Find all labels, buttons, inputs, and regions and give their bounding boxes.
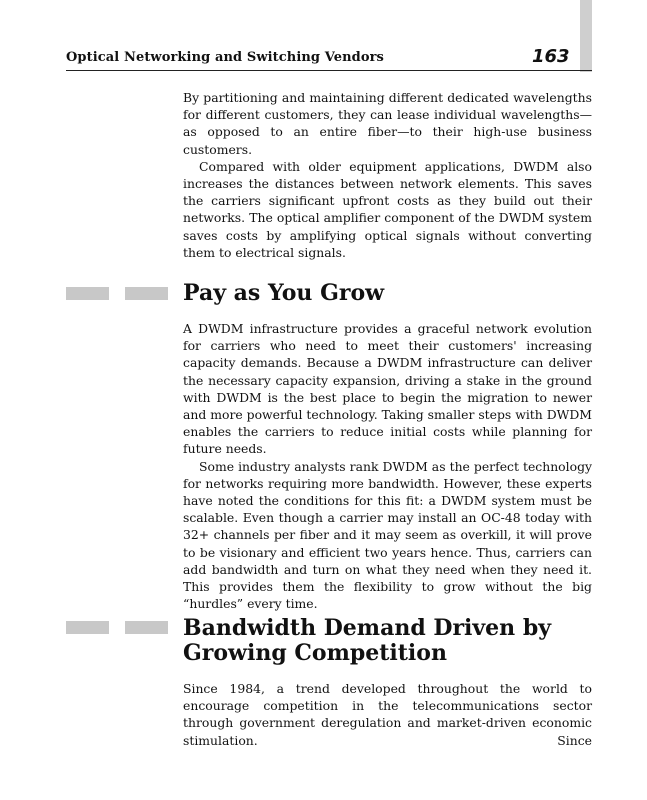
- heading-line: Growing Competition: [183, 640, 447, 666]
- heading-line: Bandwidth Demand Driven by: [183, 615, 551, 641]
- intro-text: [183, 89, 592, 261]
- section-text: [183, 680, 592, 749]
- paragraph: Since 1984, a trend developed throughout the world to encourage competition in the telecommunications sector through government deregulation and market-driven economic stimulation. Since: [183, 681, 592, 748]
- page-edge-tab: [580, 0, 592, 72]
- paragraph: Some industry analysts rank DWDM as the perfect technology for networks requiring more bandwidth. However, these experts have noted the conditions for this fit: a DWDM system must be scalable. Even though a carrier may install an OC-48 today with 32+ channels per fiber and it may seem as overkill, it will prove to be visionary and efficient two years hence. Thus, carriers can add bandwidth and turn on what they need when they need it. This provides them the flexibility to grow without the big “hurdles” every time.: [183, 458, 592, 612]
- paragraph: By partitioning and maintaining different dedicated wavelengths for different customers, they can lease individual wavelengths—as opposed to an entire fiber—to their high-use business customers.: [183, 90, 592, 157]
- running-head: Optical Networking and Switching Vendors: [66, 50, 384, 65]
- paragraph: Compared with older equipment applications, DWDM also increases the distances between network elements. This saves the carriers significant upfront costs as they build out their networks. The optical amplifier component of the DWDM system saves costs by amplifying optical signals without converting them to electrical signals.: [183, 158, 592, 260]
- header-rule: [66, 70, 592, 71]
- section-text: [183, 320, 592, 612]
- section-marker-bar: [66, 287, 109, 300]
- page-number: 163: [532, 46, 570, 67]
- section-marker-bar: [66, 621, 109, 634]
- paragraph: A DWDM infrastructure provides a graceful network evolution for carriers who need to meet their customers' increasing capacity demands. Because a DWDM infrastructure can deliver the necessary capacity expansion, driving a stake in the ground with DWDM is the best place to begin the migration to newer and more powerful technology. Taking smaller steps with DWDM enables the carriers to reduce initial costs while planning for future needs.: [183, 321, 592, 457]
- section-heading: [183, 616, 603, 666]
- section-marker-bar: [125, 621, 168, 634]
- section-marker-bar: [125, 287, 168, 300]
- section-heading: Pay as You Grow: [183, 280, 385, 306]
